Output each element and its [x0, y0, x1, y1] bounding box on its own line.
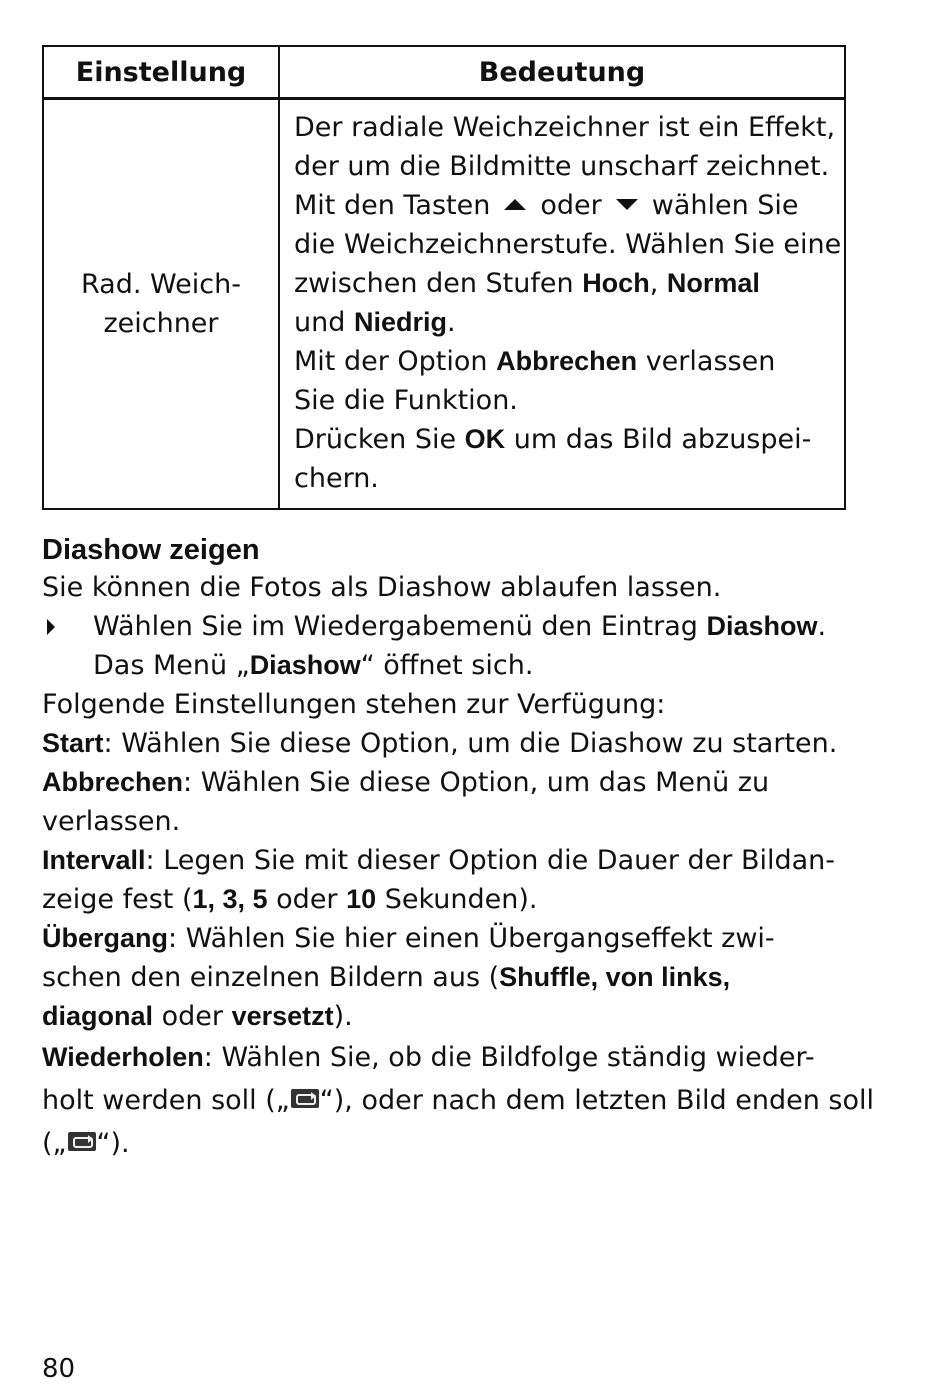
key-ok: OK	[464, 424, 506, 454]
table-row	[43, 99, 845, 510]
text-fragment: zeige fest (	[42, 884, 193, 915]
result-line	[93, 646, 846, 685]
meaning-line	[294, 264, 836, 303]
option-description: : Legen Sie mit dieser Option die Dauer der Bildan-	[145, 845, 836, 876]
option-description: : Wählen Sie diese Option, um das Menü zu	[183, 767, 770, 798]
header-meaning: Bedeutung	[279, 46, 845, 99]
setting-name-line2: zeichner	[103, 308, 219, 339]
meaning-line: chern.	[294, 463, 379, 494]
option-description: : Wählen Sie hier einen Übergangseffekt zwi-	[168, 923, 775, 954]
page-number: 80	[42, 1354, 76, 1384]
text-fragment: oder	[153, 1001, 232, 1032]
instruction-line	[93, 607, 846, 646]
repeat-on-icon	[291, 1089, 319, 1108]
meaning-cell	[279, 99, 845, 510]
text-fragment: um das Bild abzuspei-	[505, 424, 812, 455]
text-fragment: ,	[649, 268, 667, 299]
option-intervall	[42, 841, 846, 880]
option-intervall-cont	[42, 880, 846, 919]
meaning-line: Sie die Funktion.	[294, 385, 518, 416]
interval-values: 1, 3, 5	[192, 884, 268, 914]
option-wiederholen	[42, 1038, 846, 1077]
text-fragment: Das Menü „	[93, 650, 250, 681]
meaning-line	[294, 186, 836, 225]
option-abbrechen-cont: verlassen.	[42, 806, 181, 837]
text-fragment: Sekunden).	[376, 884, 538, 915]
option-abbrechen: Abbrechen	[496, 346, 638, 376]
option-hoch: Hoch	[582, 268, 650, 298]
option-description: : Wählen Sie, ob die Bildfolge ständig wieder-	[203, 1042, 815, 1073]
option-abbrechen	[42, 763, 846, 802]
option-label: Intervall	[42, 845, 146, 875]
manual-page	[42, 45, 875, 1163]
text-fragment: holt werden soll („	[42, 1085, 290, 1116]
option-description: : Wählen Sie diese Option, um die Diashow zu starten.	[103, 728, 838, 759]
text-fragment: “ öffnet sich.	[360, 650, 534, 681]
option-uebergang-cont	[42, 958, 846, 997]
transition-option-diagonal: diagonal	[42, 1001, 154, 1031]
meaning-line: der um die Bildmitte unscharf zeichnet.	[294, 151, 830, 182]
text-fragment: („	[42, 1128, 67, 1159]
bullet-triangle-icon	[47, 619, 55, 635]
setting-cell	[43, 99, 279, 510]
option-label: Abbrechen	[42, 767, 184, 797]
text-fragment: verlassen	[637, 346, 776, 377]
table-header-row	[43, 46, 845, 99]
option-uebergang	[42, 919, 846, 958]
meaning-line	[294, 342, 836, 381]
text-fragment: .	[446, 307, 456, 338]
option-uebergang-cont	[42, 997, 846, 1036]
text-fragment: “), oder nach dem letzten Bild enden soll	[319, 1085, 875, 1116]
option-niedrig: Niedrig	[353, 307, 447, 337]
option-label: Übergang	[42, 923, 169, 953]
text-fragment: “).	[96, 1128, 130, 1159]
text-fragment: Wählen Sie im Wiedergabemenü den Eintrag	[93, 611, 707, 642]
meaning-line: Der radiale Weichzeichner ist ein Effekt,	[294, 112, 836, 143]
repeat-off-icon	[68, 1132, 96, 1151]
settings-table	[42, 45, 846, 510]
instruction-step	[42, 607, 846, 685]
text-fragment: ).	[333, 1001, 353, 1032]
text-fragment: wählen Sie	[651, 190, 799, 221]
text-fragment: Mit der Option	[294, 346, 497, 377]
section-body	[42, 568, 875, 1163]
text-fragment: und	[294, 307, 354, 338]
arrow-up-icon	[504, 199, 526, 210]
meaning-line	[294, 420, 836, 459]
menu-name-diashow: Diashow	[249, 650, 361, 680]
intro-text: Sie können die Fotos als Diashow ablaufen lassen.	[42, 572, 722, 603]
text-fragment: Drücken Sie	[294, 424, 465, 455]
text-fragment: zwischen den Stufen	[294, 268, 583, 299]
header-setting: Einstellung	[43, 46, 279, 99]
meaning-line: die Weichzeichnerstufe. Wählen Sie eine	[294, 229, 842, 260]
option-wiederholen-cont	[42, 1124, 846, 1163]
text-fragment: Mit den Tasten	[294, 190, 491, 221]
option-start	[42, 724, 846, 763]
text-fragment: schen den einzelnen Bildern aus (	[42, 962, 500, 993]
section-heading: Diashow zeigen	[42, 534, 260, 566]
meaning-line	[294, 303, 836, 342]
transition-option-versetzt: versetzt	[231, 1001, 334, 1031]
text-fragment: oder	[540, 190, 602, 221]
option-label: Wiederholen	[42, 1042, 204, 1072]
transition-options: Shuffle, von links,	[499, 962, 731, 992]
menu-entry-diashow: Diashow	[706, 611, 818, 641]
setting-name-line1: Rad. Weich-	[81, 269, 241, 300]
available-settings-text: Folgende Einstellungen stehen zur Verfügung:	[42, 689, 666, 720]
interval-value-ten: 10	[346, 884, 377, 914]
text-fragment: .	[817, 611, 827, 642]
text-fragment: oder	[267, 884, 347, 915]
arrow-down-icon	[616, 199, 638, 210]
option-normal: Normal	[666, 268, 760, 298]
option-wiederholen-cont	[42, 1081, 875, 1120]
option-label: Start	[42, 728, 104, 758]
